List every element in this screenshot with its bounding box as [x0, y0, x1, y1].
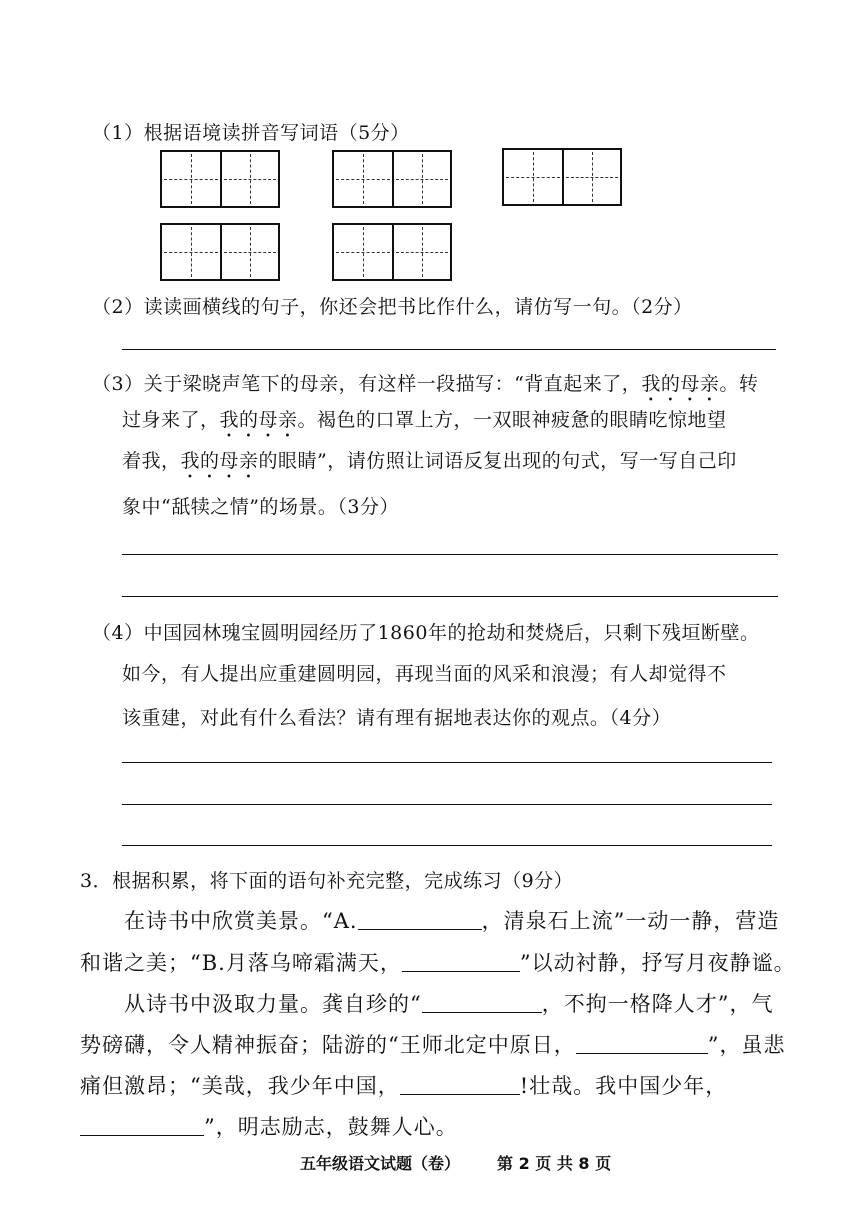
q3-text: 。转	[719, 373, 759, 395]
pinyin-grid-3[interactable]	[502, 148, 622, 206]
answer-line[interactable]	[122, 762, 772, 763]
question-3-line-2	[122, 405, 727, 442]
section-3-line-4	[80, 1029, 785, 1059]
line-text: ”，明志励志，鼓舞人心。	[204, 1115, 458, 1139]
answer-line[interactable]	[122, 596, 778, 597]
grid-cell	[392, 152, 450, 206]
emphasized-phrase: 我的母亲	[641, 373, 720, 395]
q3-text: （3）关于梁晓声笔下的母亲，有这样一段描写：“背直起来了，	[92, 373, 642, 395]
page-number: 第 2 页 共 8 页	[497, 1154, 612, 1173]
line-text: 从诗书中汲取力量。龚自珍的“	[124, 992, 422, 1016]
pinyin-grid-5[interactable]	[332, 223, 452, 281]
section-3-line-5	[80, 1070, 727, 1100]
grid-cell	[220, 225, 278, 279]
answer-line[interactable]	[122, 554, 778, 555]
q3-text: 过身来了，	[122, 409, 220, 431]
line-text: ”，虽悲	[707, 1033, 786, 1057]
footer-title: 五年级语文试题（卷）	[300, 1154, 461, 1173]
question-2: （2）读读画横线的句子，你还会把书比作什么，请仿写一句。（2分）	[92, 296, 693, 318]
q3-text: 着我，	[122, 450, 181, 472]
fill-blank-e[interactable]	[400, 1073, 520, 1095]
q3-text: 。褐色的口罩上方，一双眼神疲惫的眼睛吃惊地望	[297, 409, 727, 431]
grid-cell	[504, 150, 562, 204]
grid-cell	[562, 150, 620, 204]
line-text: 和谐之美；“B.月落乌啼霜满天，	[80, 951, 402, 975]
grid-cell	[162, 152, 220, 206]
section-3-heading: 3．根据积累，将下面的语句补充完整，完成练习（9分）	[80, 870, 574, 892]
fill-blank-f[interactable]	[80, 1114, 204, 1136]
section-3-line-3	[124, 988, 774, 1018]
question-3-line-4: 象中“舐犊之情”的场景。（3分）	[122, 496, 400, 518]
grid-cell	[220, 152, 278, 206]
question-4-line-3: 该重建，对此有什么看法？请有理有据地表达你的观点。（4分）	[122, 707, 672, 729]
line-text: !壮哉。我中国少年，	[519, 1074, 728, 1098]
question-1: （1）根据语境读拼音写词语（5分）	[92, 122, 410, 144]
pinyin-grid-4[interactable]	[160, 223, 280, 281]
section-3-line-2	[80, 947, 796, 977]
line-text: 势磅礴，令人精神振奋；陆游的“王师北定中原日，	[80, 1033, 576, 1057]
section-3-line-1	[124, 905, 779, 935]
fill-blank-b[interactable]	[402, 950, 520, 972]
line-text: ，清泉石上流”一动一静，营造	[481, 909, 780, 933]
question-4-line-1: （4）中国园林瑰宝圆明园经历了1860年的抢劫和焚烧后，只剩下残垣断壁。	[92, 622, 760, 644]
line-text: 痛但激昂；“美哉，我少年中国，	[80, 1074, 400, 1098]
question-3-line-1	[92, 369, 758, 406]
question-4-line-2: 如今，有人提出应重建圆明园，再现当面的风采和浪漫；有人却觉得不	[122, 663, 727, 685]
fill-blank-c[interactable]	[422, 991, 542, 1013]
answer-line[interactable]	[122, 804, 772, 805]
line-text: 在诗书中欣赏美景。“A.	[124, 909, 358, 933]
answer-line[interactable]	[122, 349, 776, 350]
question-3-line-3	[122, 446, 737, 483]
fill-blank-a[interactable]	[358, 908, 482, 930]
grid-cell	[334, 152, 392, 206]
section-3-line-6	[80, 1111, 458, 1141]
emphasized-phrase: 我的母亲	[219, 409, 298, 431]
pinyin-grid-2[interactable]	[332, 150, 452, 208]
q3-text: 的眼睛”，请仿照让词语反复出现的句式，写一写自己印	[258, 450, 737, 472]
grid-cell	[334, 225, 392, 279]
grid-cell	[162, 225, 220, 279]
emphasized-phrase: 我的母亲	[180, 450, 259, 472]
pinyin-grid-1[interactable]	[160, 150, 280, 208]
line-text: ，不拘一格降人才”，气	[541, 992, 774, 1016]
grid-cell	[392, 225, 450, 279]
line-text: ”以动衬静，抒写月夜静谧。	[519, 951, 796, 975]
answer-line[interactable]	[122, 845, 772, 846]
fill-blank-d[interactable]	[576, 1032, 708, 1054]
